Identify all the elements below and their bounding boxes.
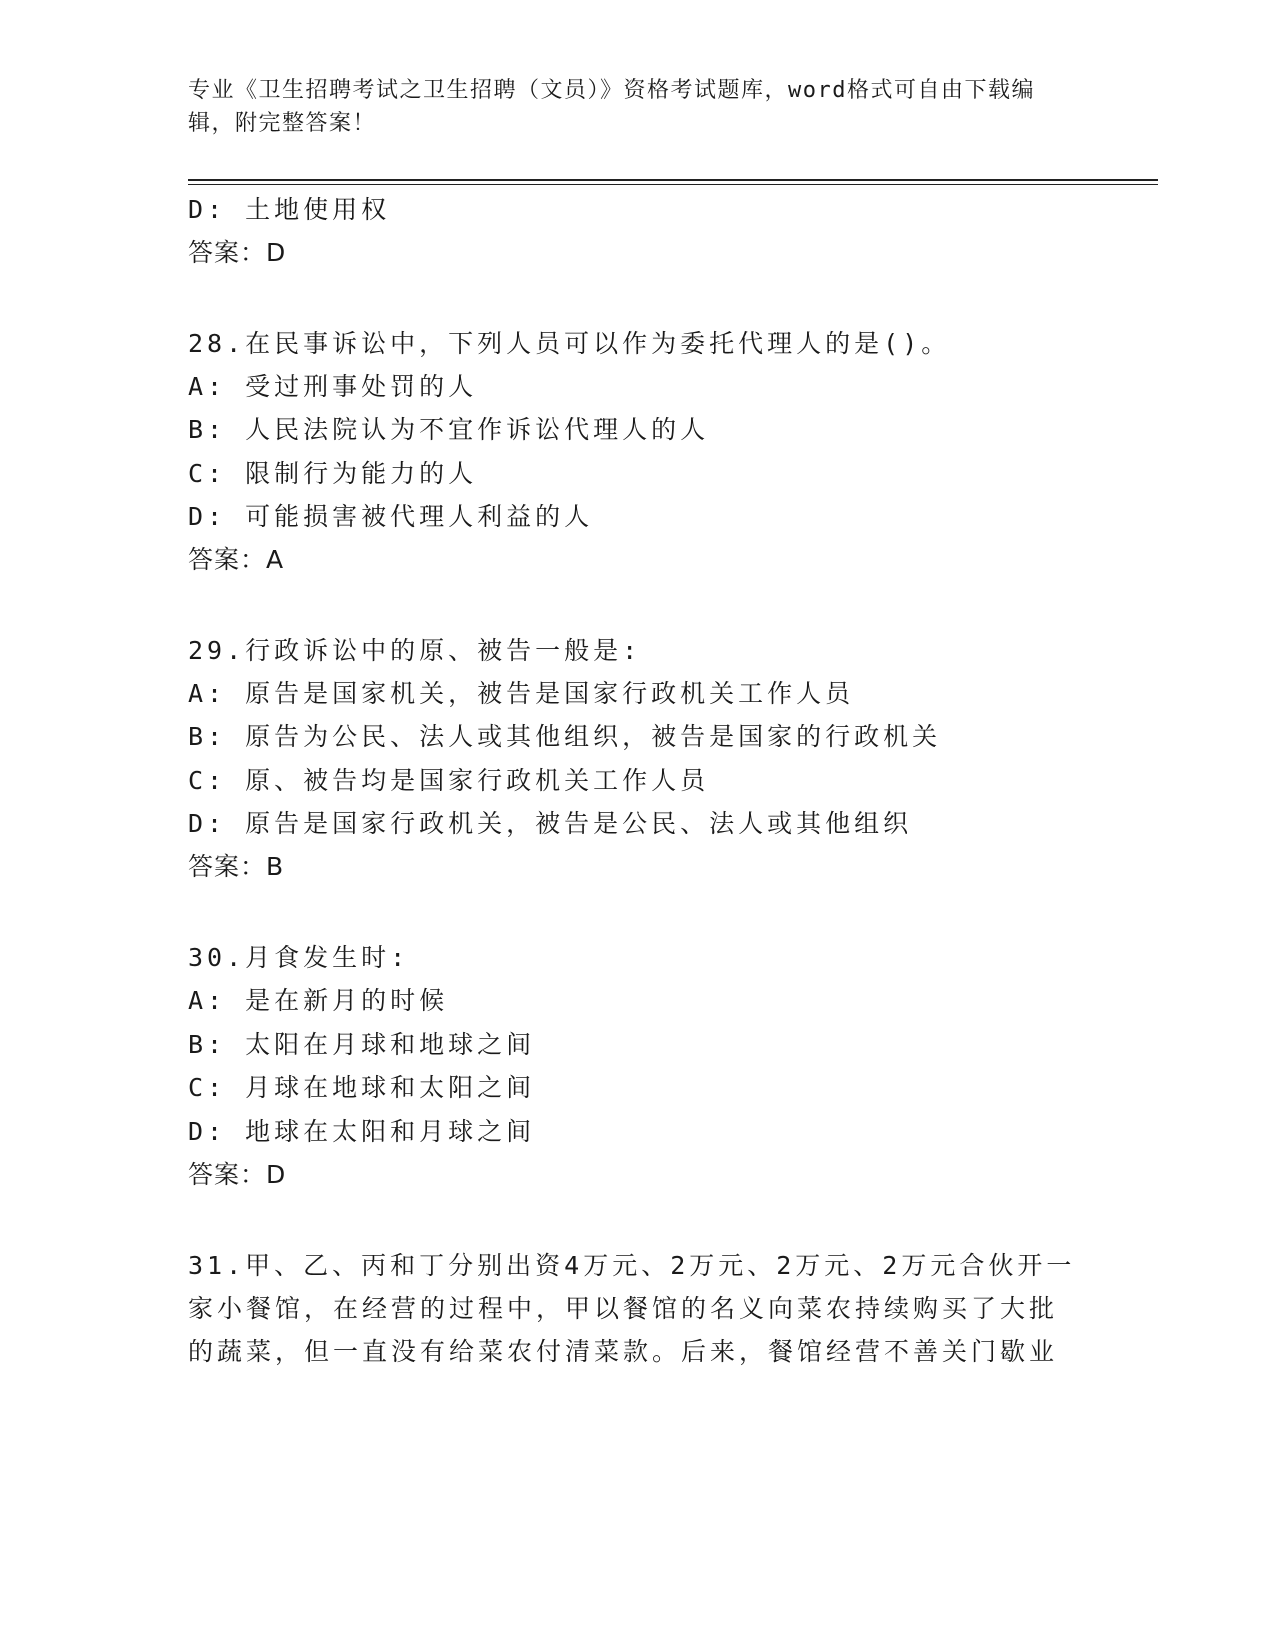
q28-question: 28.在民事诉讼中，下列人员可以作为委托代理人的是()。: [188, 329, 951, 358]
q29-option-a: A: 原告是国家机关，被告是国家行政机关工作人员: [188, 679, 855, 708]
q31-question-line-3: 的蔬菜，但一直没有给菜农付清菜款。后来，餐馆经营不善关门歇业: [188, 1337, 1059, 1366]
q29-question: 29.行政诉讼中的原、被告一般是:: [188, 636, 642, 665]
q28-option-b: B: 人民法院认为不宜作诉讼代理人的人: [188, 415, 710, 444]
q30-option-c: C: 月球在地球和太阳之间: [188, 1073, 536, 1102]
header-rule-thick: [188, 179, 1158, 181]
q28-option-d: D: 可能损害被代理人利益的人: [188, 502, 594, 531]
q30-option-d: D: 地球在太阳和月球之间: [188, 1117, 536, 1146]
q30-option-b: B: 太阳在月球和地球之间: [188, 1030, 536, 1059]
q31-question-line-1: 31.甲、乙、丙和丁分别出资4万元、2万元、2万元、2万元合伙开一: [188, 1251, 1076, 1280]
header-rule-thin: [188, 184, 1158, 185]
q30-answer: 答案：D: [188, 1160, 287, 1189]
q30-question: 30.月食发生时:: [188, 943, 410, 972]
q29-option-d: D: 原告是国家行政机关，被告是公民、法人或其他组织: [188, 809, 913, 838]
q29-answer: 答案：B: [188, 852, 285, 881]
q27-option-d: D: 土地使用权: [188, 195, 391, 224]
document-header: 专业《卫生招聘考试之卫生招聘（文员）》资格考试题库，word格式可自由下载编辑，附完整答案！: [188, 78, 1035, 136]
q29-option-c: C: 原、被告均是国家行政机关工作人员: [188, 766, 710, 795]
q28-option-a: A: 受过刑事处罚的人: [188, 372, 478, 401]
q27-answer: 答案：D: [188, 238, 287, 267]
q28-option-c: C: 限制行为能力的人: [188, 459, 478, 488]
q31-question-line-2: 家小餐馆，在经营的过程中，甲以餐馆的名义向菜农持续购买了大批: [188, 1294, 1059, 1323]
q30-option-a: A: 是在新月的时候: [188, 986, 449, 1015]
q29-option-b: B: 原告为公民、法人或其他组织，被告是国家的行政机关: [188, 722, 942, 751]
q28-answer: 答案：A: [188, 545, 285, 574]
